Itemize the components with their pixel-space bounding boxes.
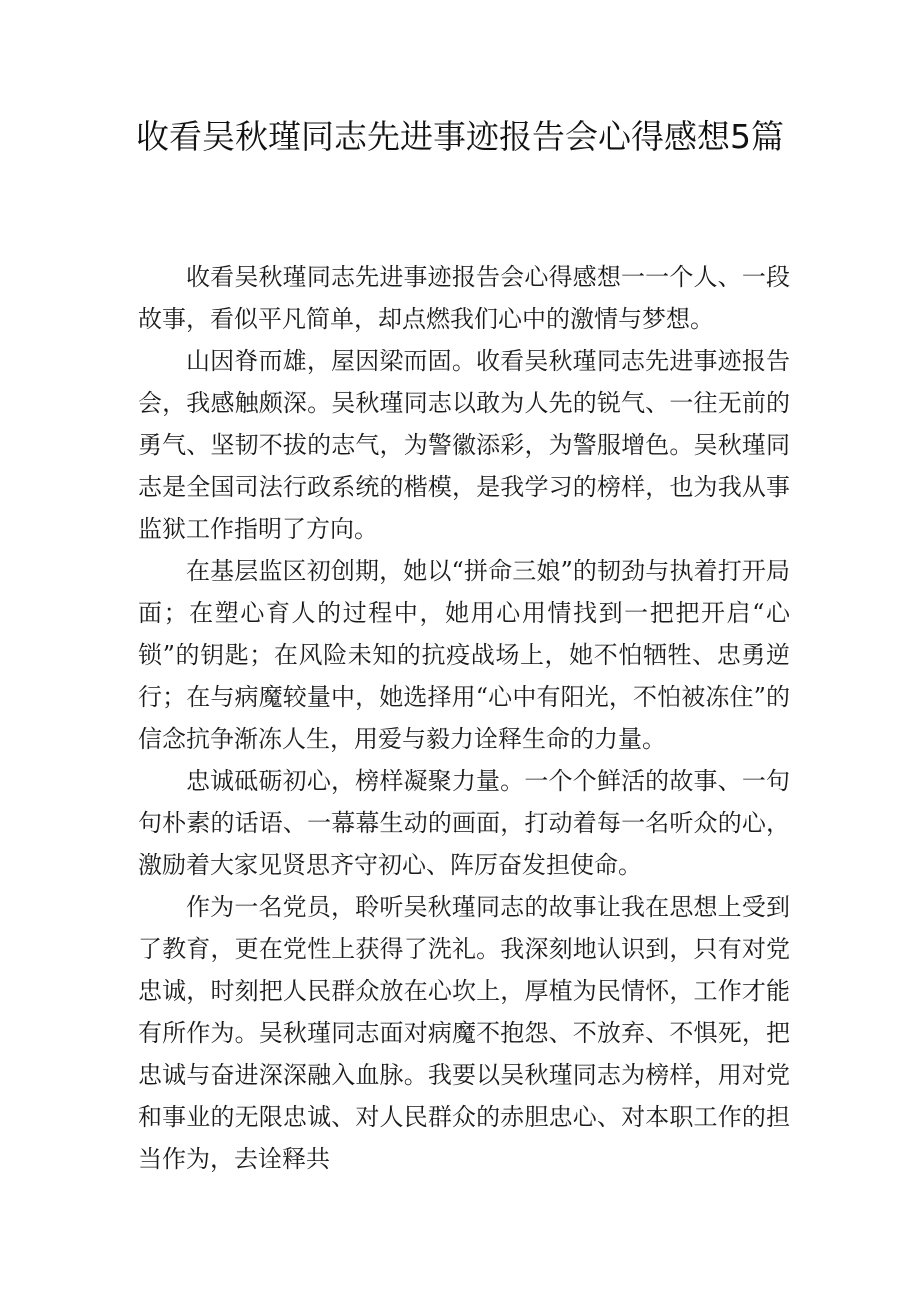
paragraph-2: 山因脊而雄，屋因梁而固。收看吴秋瑾同志先进事迹报告会，我感触颇深。吴秋瑾同志以敢为人先的锐气、一往无前的勇气、坚韧不拔的志气，为警徽添彩，为警服增色。吴秋瑾同志是全国司法行政系统的楷模，是我学习的榜样，也为我从事监狱工作指明了方向。 bbox=[138, 347, 790, 543]
document-title: 收看吴秋瑾同志先进事迹报告会心得感想5篇 bbox=[136, 117, 784, 156]
paragraph-5: 作为一名党员，聆听吴秋瑾同志的故事让我在思想上受到了教育，更在党性上获得了洗礼。我深刻地认识到，只有对党忠诚，时刻把人民群众放在心坎上，厚植为民情怀，工作才能有所作为。吴秋瑾同志面对病魔不抱怨、不放弃、不惧死，把忠诚与奋进深深融入血脉。我要以吴秋瑾同志为榜样，用对党和事业的无限忠诚、对人民群众的赤胆忠心、对本职工作的担当作为，去诠释共 bbox=[138, 893, 790, 1173]
document-body bbox=[138, 256, 790, 1180]
paragraph-4: 忠诚砥砺初心，榜样凝聚力量。一个个鲜活的故事、一句句朴素的话语、一幕幕生动的画面，打动着每一名听众的心，激励着大家见贤思齐守初心、阵厉奋发担使命。 bbox=[138, 767, 790, 879]
paragraph-1: 收看吴秋瑾同志先进事迹报告会心得感想一一个人、一段故事，看似平凡简单，却点燃我们心中的激情与梦想。 bbox=[138, 263, 790, 333]
paragraph-3: 在基层监区初创期，她以“拼命三娘”的韧劲与执着打开局面；在塑心育人的过程中，她用心用情找到一把把开启“心锁”的钥匙；在风险未知的抗疫战场上，她不怕牺牲、忠勇逆行；在与病魔较量中，她选择用“心中有阳光，不怕被冻住”的信念抗争渐冻人生，用爱与毅力诠释生命的力量。 bbox=[138, 557, 790, 753]
